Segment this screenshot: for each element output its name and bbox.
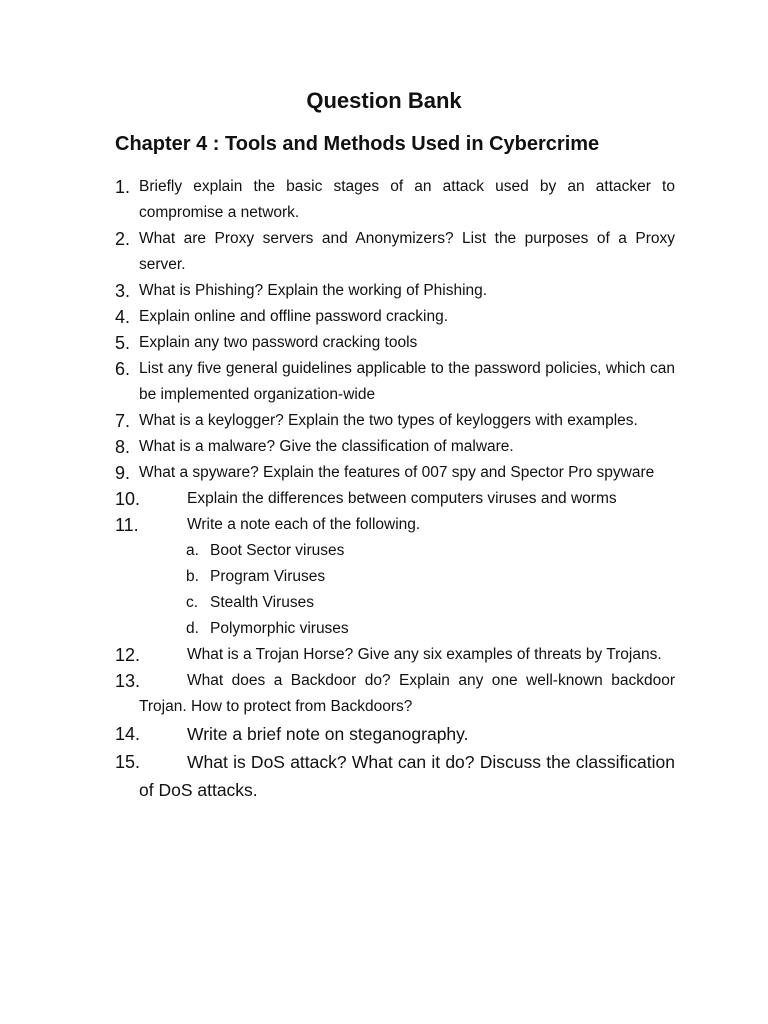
question-item (115, 330, 675, 356)
question-item (115, 642, 675, 668)
sub-question-letter: b. (186, 568, 199, 585)
sub-question-list (139, 538, 675, 642)
question-item (115, 174, 675, 226)
sub-question-text: Stealth Viruses (210, 594, 314, 611)
question-number: 3. (115, 281, 131, 301)
question-item (115, 460, 675, 486)
question-number: 6. (115, 359, 131, 379)
sub-question-item (186, 538, 675, 564)
sub-question-text: Program Viruses (210, 568, 326, 585)
sub-question-text: Boot Sector viruses (210, 542, 345, 559)
question-number: 7. (115, 411, 131, 431)
chapter-title: Chapter 4 : Tools and Methods Used in Cybercrime (115, 133, 600, 155)
question-item (115, 434, 675, 460)
question-number: 8. (115, 437, 131, 457)
question-number: 10. (115, 489, 141, 509)
question-number: 9. (115, 463, 131, 483)
sub-question-letter: c. (186, 594, 199, 611)
sub-question-letter: d. (186, 620, 199, 637)
question-text: Explain any two password cracking tools (139, 334, 418, 351)
sub-question-item (186, 590, 675, 616)
question-item (115, 408, 675, 434)
question-text: What is a keylogger? Explain the two types of keyloggers with examples. (139, 412, 638, 429)
question-number: 1. (115, 177, 131, 197)
question-item (115, 668, 675, 720)
question-text: What is a Trojan Horse? Give any six examples of threats by Trojans. (187, 646, 662, 663)
question-text: List any five general guidelines applicable to the password policies, which can be implemented organization-wide (139, 360, 675, 403)
sub-question-text: Polymorphic viruses (210, 620, 349, 637)
question-text: Write a brief note on steganography. (187, 724, 469, 744)
question-number: 14. (115, 724, 141, 744)
question-item (115, 278, 675, 304)
question-text: What are Proxy servers and Anonymizers? List the purposes of a Proxy server. (139, 230, 675, 273)
question-text: What is DoS attack? What can it do? Discuss the classification of DoS attacks. (139, 752, 675, 800)
question-item (115, 720, 675, 748)
question-number: 13. (115, 671, 141, 691)
question-text: Write a note each of the following. (187, 516, 421, 533)
question-number: 4. (115, 307, 131, 327)
question-text: What does a Backdoor do? Explain any one well-known backdoor Trojan. How to protect from Backdoors? (139, 672, 675, 715)
sub-question-item (186, 564, 675, 590)
question-text: Explain the differences between computers viruses and worms (187, 490, 617, 507)
question-list (115, 174, 675, 804)
question-item (115, 226, 675, 278)
sub-question-letter: a. (186, 542, 199, 559)
sub-question-item (186, 616, 675, 642)
question-item (115, 356, 675, 408)
question-text: What a spyware? Explain the features of 007 spy and Spector Pro spyware (139, 464, 655, 481)
question-number: 11. (115, 515, 139, 535)
question-text: What is Phishing? Explain the working of Phishing. (139, 282, 488, 299)
question-text: Briefly explain the basic stages of an attack used by an attacker to compromise a network. (139, 178, 675, 221)
question-item (115, 486, 675, 512)
question-item (115, 304, 675, 330)
question-text: Explain online and offline password cracking. (139, 308, 449, 325)
question-item (115, 748, 675, 804)
question-number: 12. (115, 645, 141, 665)
question-number: 15. (115, 752, 141, 772)
question-number: 2. (115, 229, 131, 249)
question-number: 5. (115, 333, 131, 353)
question-item (115, 512, 675, 642)
page-title: Question Bank (306, 88, 462, 113)
question-text: What is a malware? Give the classification of malware. (139, 438, 514, 455)
